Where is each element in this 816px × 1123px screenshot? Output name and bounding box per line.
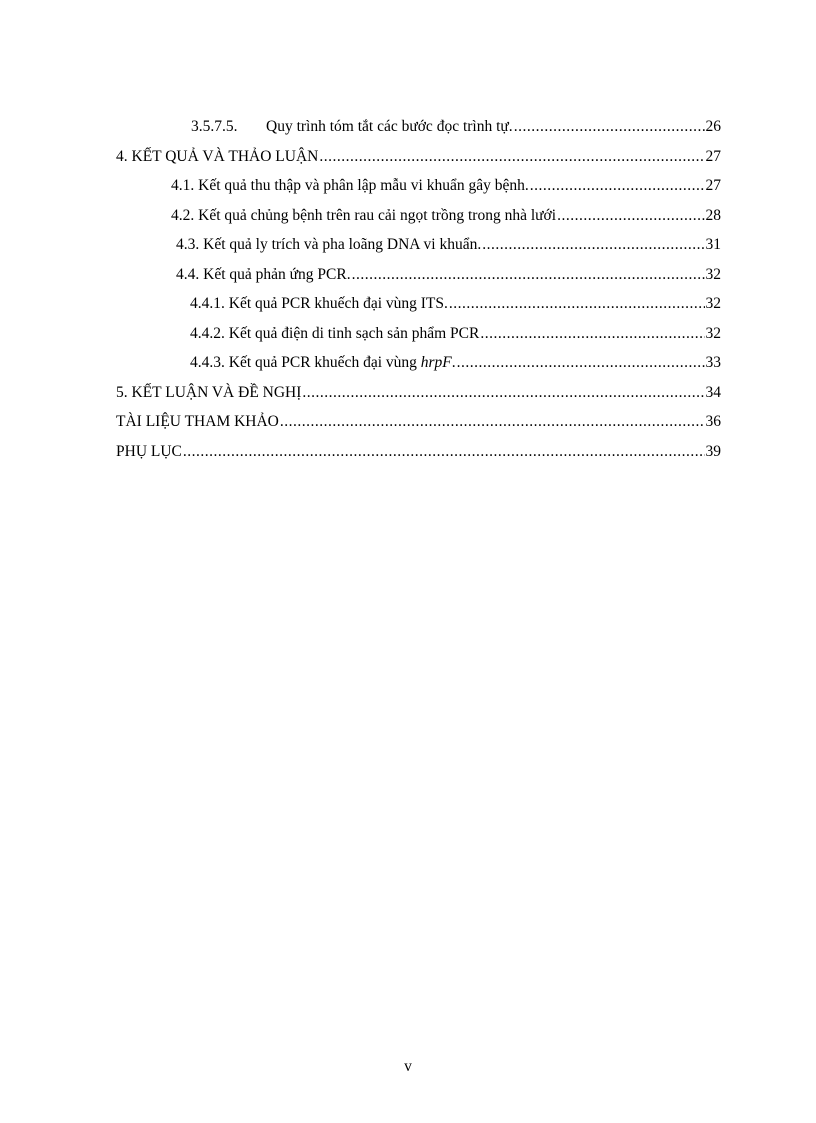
toc-entry-italic-term: hrpF bbox=[420, 354, 452, 371]
toc-entry-5[interactable] bbox=[116, 378, 721, 408]
toc-entry-text: 4.4.2. Kết quả điện di tinh sạch sản phẩm PCR bbox=[190, 324, 480, 342]
toc-entry-text: 5. KẾT LUẬN VÀ ĐỀ NGHỊ bbox=[116, 383, 302, 401]
toc-page-number: 36 bbox=[705, 413, 721, 430]
toc-entry-4-4-3[interactable] bbox=[116, 348, 721, 378]
table-of-contents bbox=[116, 112, 721, 466]
toc-leader-dots bbox=[457, 348, 705, 378]
toc-page-number: 28 bbox=[705, 206, 721, 224]
toc-entry-text: 4.3. Kết quả ly trích và pha loãng DNA vi khuẩn. bbox=[176, 236, 482, 253]
toc-entry-text: PHỤ LỤC bbox=[116, 442, 182, 460]
toc-entry-label bbox=[190, 348, 456, 378]
toc-entry-text: 4.4.1. Kết quả PCR khuếch đại vùng ITS. bbox=[190, 295, 448, 312]
toc-entry-references[interactable] bbox=[116, 407, 721, 437]
toc-entry-text: 4.2. Kết quả chủng bệnh trên rau cải ngọt trồng trong nhà lưới bbox=[171, 206, 557, 224]
toc-page-number: 32 bbox=[705, 295, 721, 312]
toc-page-number: 32 bbox=[705, 324, 721, 342]
toc-leader-dots bbox=[352, 260, 705, 290]
toc-page-number: 26 bbox=[705, 118, 721, 135]
toc-entry-4-2[interactable] bbox=[116, 201, 721, 231]
page-number-footer: v bbox=[404, 1058, 412, 1075]
toc-page-number: 31 bbox=[705, 236, 721, 253]
toc-entry-appendix[interactable] bbox=[116, 437, 721, 467]
toc-entry-4-3[interactable] bbox=[116, 230, 721, 260]
toc-entry-text: 4.4. Kết quả phản ứng PCR. bbox=[176, 265, 351, 283]
toc-entry-4[interactable] bbox=[116, 142, 721, 172]
toc-entry-number: 3.5.7.5. bbox=[191, 118, 238, 135]
toc-entry-label bbox=[191, 112, 513, 142]
toc-entry-text: TÀI LIỆU THAM KHẢO bbox=[116, 413, 279, 430]
toc-entry-4-4[interactable] bbox=[116, 260, 721, 290]
toc-leader-dots bbox=[514, 112, 705, 142]
toc-page-number: 27 bbox=[705, 177, 721, 194]
toc-leader-dots bbox=[319, 142, 704, 172]
toc-leader-dots bbox=[302, 378, 704, 408]
toc-page-number: 33 bbox=[705, 354, 721, 371]
toc-entry-3-5-7-5[interactable] bbox=[116, 112, 721, 142]
toc-entry-text: 4. KẾT QUẢ VÀ THẢO LUẬN bbox=[116, 147, 319, 165]
toc-leader-dots bbox=[482, 230, 704, 260]
toc-page-number: 32 bbox=[705, 265, 721, 283]
toc-page-number: 34 bbox=[705, 383, 721, 401]
toc-entry-4-4-2[interactable] bbox=[116, 319, 721, 349]
toc-leader-dots bbox=[280, 407, 705, 437]
toc-entry-text: 4.4.3. Kết quả PCR khuếch đại vùng bbox=[190, 354, 421, 371]
toc-leader-dots bbox=[557, 201, 704, 231]
toc-entry-text: Quy trình tóm tắt các bước đọc trình tự. bbox=[266, 118, 513, 135]
toc-page-number: 39 bbox=[705, 442, 721, 460]
toc-leader-dots bbox=[530, 171, 705, 201]
toc-leader-dots bbox=[449, 289, 705, 319]
toc-entry-4-1[interactable] bbox=[116, 171, 721, 201]
toc-entry-text-end: . bbox=[451, 354, 456, 371]
toc-leader-dots bbox=[480, 319, 704, 349]
toc-page-number: 27 bbox=[705, 147, 721, 165]
toc-leader-dots bbox=[183, 437, 705, 467]
toc-entry-4-4-1[interactable] bbox=[116, 289, 721, 319]
toc-entry-text: 4.1. Kết quả thu thập và phân lập mẫu vi khuẩn gây bệnh. bbox=[171, 177, 529, 194]
